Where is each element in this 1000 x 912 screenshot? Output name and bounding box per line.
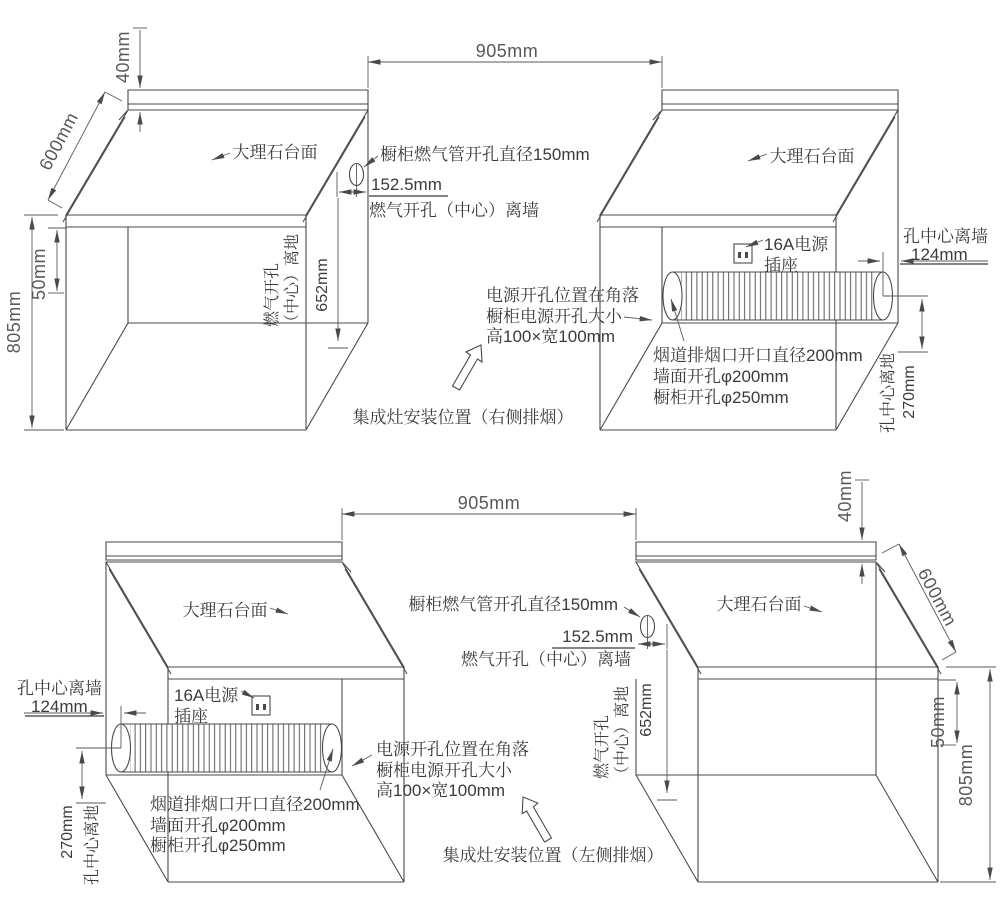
bottom-dim-50: 50mm [928,695,948,749]
bottom-right-countertop-label: 大理石台面 [716,595,802,614]
bottom-left-countertop-label: 大理石台面 [182,601,268,620]
top-dim-50: 50mm [29,247,49,301]
bottom-gas-center-label-2: （中心）离地 [614,685,631,783]
bottom-flue-note-2: 墙面开孔φ200mm [150,816,286,835]
bottom-gas-height-label: 652mm [638,683,655,737]
bottom-right-cabinet-outline [636,542,941,882]
bottom-gas-center-label-1: 燃气开孔 [594,714,611,780]
bottom-gas-offset-label: 152.5mm [562,627,633,646]
top-flue-note-2: 墙面开孔φ200mm [653,367,789,386]
bottom-exhaust-duct [112,724,342,772]
top-hole-floor-label: 孔中心离地 [880,352,897,434]
bottom-hole-floor-value: 270mm [59,805,76,859]
top-hole-wall-label: 孔中心离墙 [903,227,988,246]
bottom-diagram [17,470,996,885]
bottom-socket-label-1: 16A电源 [174,686,239,705]
top-gas-center-label-1: 燃气开孔 [264,262,281,328]
top-flue-note-1: 烟道排烟口开口直径200mm [653,346,863,365]
bottom-hole-wall-label: 孔中心离墙 [17,679,102,698]
bottom-dim-600: 600mm [913,564,961,630]
top-power-socket-icon [734,240,763,263]
bottom-power-note-3: 高100×宽100mm [376,781,505,800]
bottom-hole-floor-label: 孔中心离地 [84,804,101,886]
top-hole-wall-value: 124mm [911,245,968,264]
top-dim-40: 40mm [113,30,133,84]
top-power-note-3: 高100×宽100mm [486,327,615,346]
bottom-power-note-1: 电源开孔位置在角落 [376,740,529,759]
bottom-flue-note-1: 烟道排烟口开口直径200mm [150,795,360,814]
top-exhaust-duct [663,272,893,320]
top-dim-600: 600mm [35,108,83,174]
top-dimension-lines [24,28,988,430]
top-power-note-2: 橱柜电源开孔大小 [486,307,622,326]
bottom-direction-arrow-icon [522,797,551,842]
top-direction-arrow-icon [453,345,483,390]
top-left-countertop-label: 大理石台面 [232,143,318,162]
top-hole-floor-value: 270mm [901,365,918,419]
bottom-dim-805: 805mm [956,743,976,807]
top-diagram [4,28,988,433]
top-flue-note-3: 橱柜开孔φ250mm [653,388,789,407]
bottom-dim-905: 905mm [457,493,521,513]
bottom-gas-from-wall-label: 燃气开孔（中心）离墙 [461,650,631,669]
top-gas-from-wall-label: 燃气开孔（中心）离墙 [369,201,539,220]
bottom-gas-hole-label: 橱柜燃气管开孔直径150mm [408,595,618,614]
top-gas-hole-label: 橱柜燃气管开孔直径150mm [380,145,590,164]
bottom-title: 集成灶安装位置（左侧排烟） [442,846,664,865]
bottom-power-note-2: 橱柜电源开孔大小 [376,761,512,780]
top-socket-label-1: 16A电源 [764,235,829,254]
top-gas-offset-label: 152.5mm [371,175,442,194]
bottom-hole-wall-value: 124mm [31,697,88,716]
bottom-socket-label-2: 插座 [174,707,208,726]
top-gas-height-label: 652mm [314,258,331,312]
top-dim-805: 805mm [4,290,24,354]
top-right-countertop-label: 大理石台面 [769,147,855,166]
bottom-dim-40: 40mm [835,469,855,523]
top-title: 集成灶安装位置（右侧排烟） [352,408,574,427]
bottom-flue-note-3: 橱柜开孔φ250mm [150,836,286,855]
top-dim-905: 905mm [475,41,539,61]
top-gas-center-label-2: （中心）离地 [284,233,301,331]
top-socket-label-2: 插座 [764,256,798,275]
top-power-note-1: 电源开孔位置在角落 [486,286,639,305]
bottom-power-socket-icon [241,691,270,715]
